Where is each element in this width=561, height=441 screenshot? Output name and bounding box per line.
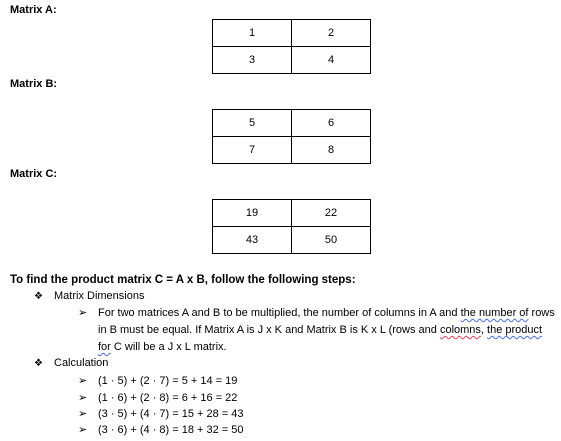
bullet-matrix-dimensions	[34, 290, 144, 302]
table-row	[213, 110, 371, 137]
bullet-title: Calculation	[54, 357, 109, 369]
matrix-a-label: Matrix A:	[10, 4, 57, 16]
matrix-cell: 43	[213, 227, 292, 254]
bullet-calculation	[34, 357, 108, 369]
matrix-cell: 8	[292, 137, 371, 164]
table-row	[213, 227, 371, 254]
matrix-cell: 50	[292, 227, 371, 254]
instructions-heading: To find the product matrix C = A x B, follow the following steps:	[10, 274, 356, 286]
dimensions-text	[98, 305, 556, 356]
diamond-bullet-icon: ❖	[34, 291, 43, 302]
matrix-b-table	[212, 109, 371, 164]
bullet-title: Matrix Dimensions	[54, 290, 145, 302]
text-run: C will be a J x L matrix.	[110, 341, 227, 353]
dimensions-paragraph	[78, 305, 556, 356]
table-row	[213, 200, 371, 227]
text-run: rows in B must be equal. If Matrix A is J x K and Matrix B is K x L (rows and	[98, 307, 555, 336]
matrix-cell: 22	[292, 200, 371, 227]
text-run: ,	[480, 324, 488, 336]
arrow-bullet-icon: ➢	[78, 307, 88, 319]
calc-line	[78, 407, 244, 420]
table-row	[213, 47, 371, 74]
arrow-bullet-icon: ➢	[78, 408, 88, 420]
matrix-cell: 6	[292, 110, 371, 137]
grammar-underline: the number of	[460, 307, 529, 319]
matrix-b-label: Matrix B:	[10, 78, 58, 90]
calc-text: (3 · 5) + (4 · 7) = 15 + 28 = 43	[98, 408, 244, 420]
arrow-bullet-icon: ➢	[78, 375, 88, 387]
matrix-cell: 4	[292, 47, 371, 74]
grammar-underline: the product for	[98, 324, 543, 353]
calc-text: (3 · 6) + (4 · 8) = 18 + 32 = 50	[98, 424, 244, 436]
calc-text: (1 · 6) + (2 · 8) = 6 + 16 = 22	[98, 392, 238, 404]
text-run: For two matrices A and B to be multiplied, the number of columns in A and	[98, 307, 461, 319]
calc-line	[78, 423, 244, 436]
matrix-c-table	[212, 199, 371, 254]
matrix-c-label: Matrix C:	[10, 168, 58, 180]
calc-line	[78, 374, 237, 387]
matrix-cell: 7	[213, 137, 292, 164]
matrix-cell: 19	[213, 200, 292, 227]
arrow-bullet-icon: ➢	[78, 424, 88, 436]
arrow-bullet-icon: ➢	[78, 392, 88, 404]
matrix-cell: 1	[213, 20, 292, 47]
table-row	[213, 137, 371, 164]
matrix-cell: 5	[213, 110, 292, 137]
matrix-cell: 3	[213, 47, 292, 74]
table-row	[213, 20, 371, 47]
matrix-a-table	[212, 19, 371, 74]
spelling-underline: colomns	[439, 324, 481, 336]
calc-line	[78, 391, 237, 404]
diamond-bullet-icon: ❖	[34, 358, 43, 369]
matrix-cell: 2	[292, 20, 371, 47]
calc-text: (1 · 5) + (2 · 7) = 5 + 14 = 19	[98, 375, 238, 387]
